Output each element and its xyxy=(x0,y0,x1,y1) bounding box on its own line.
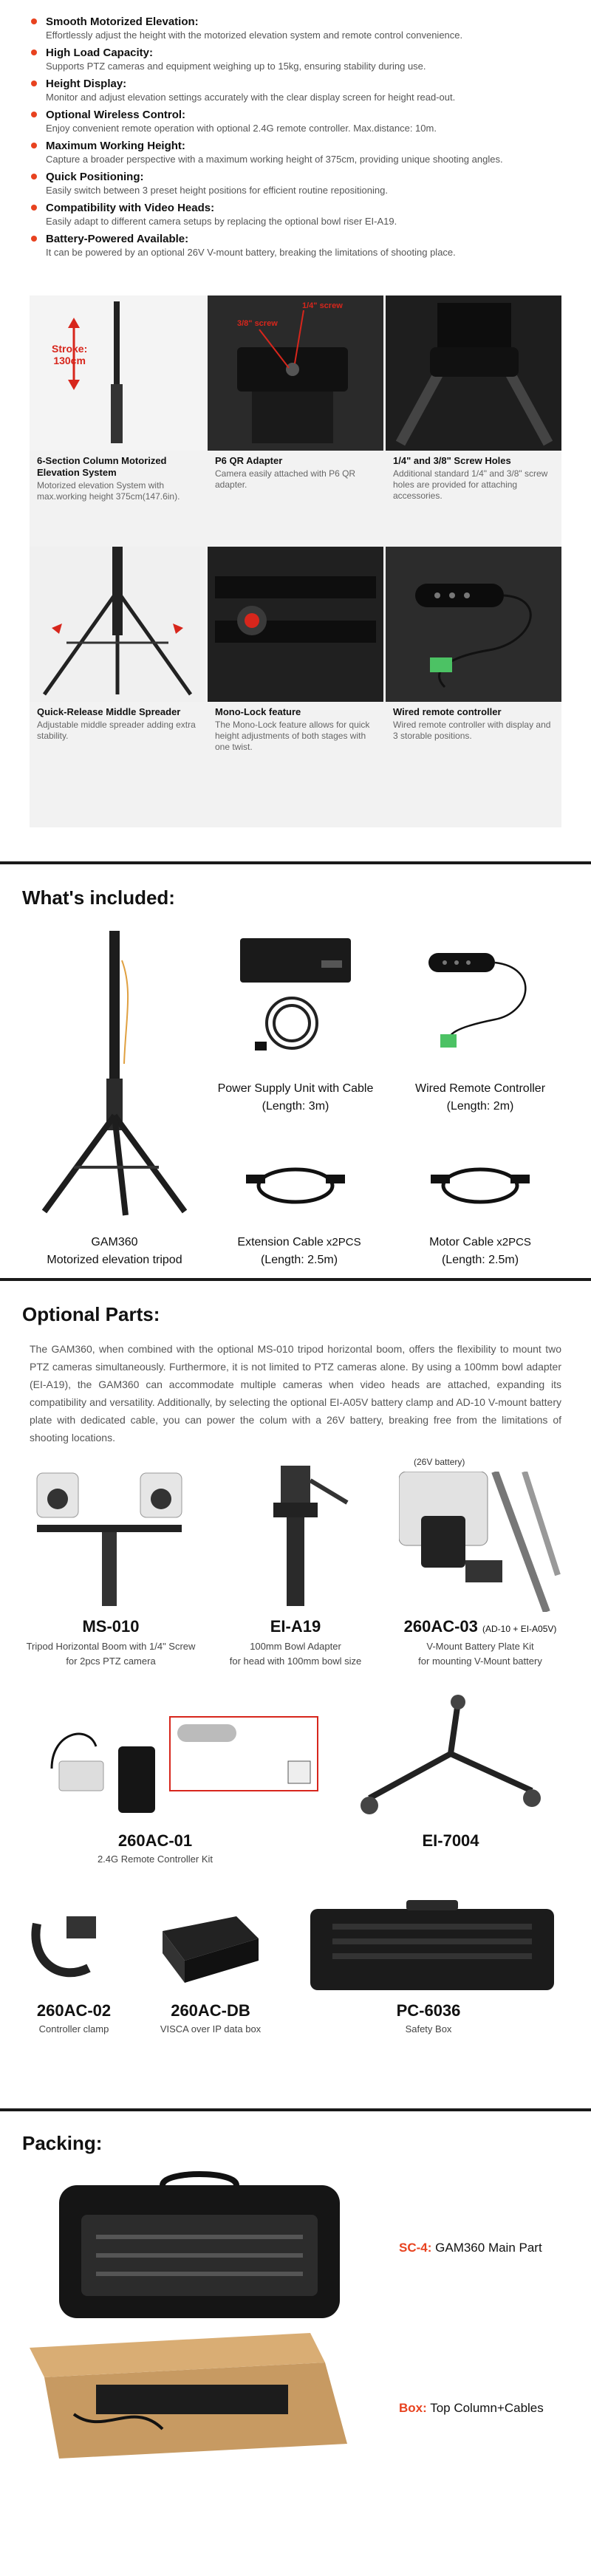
part-code: 260AC-DB xyxy=(171,2001,250,2020)
feature-item: Battery-Powered Available: It can be powered by an optional 26V V-mount battery, breaking the limitations of shooting place. xyxy=(0,232,591,259)
screw-holes-illustration xyxy=(386,295,561,451)
extension-cable-image xyxy=(240,1152,351,1219)
bullet-icon xyxy=(31,49,37,55)
three-eighths-screw-label: 3/8" screw xyxy=(237,319,278,328)
part-code: EI-7004 xyxy=(422,1831,479,1850)
wired-remote-image xyxy=(414,931,547,1056)
feature-item: Optional Wireless Control: Enjoy convenient remote operation with optional 2.4G remote controller. Max.distance: 10m. xyxy=(0,108,591,134)
part-desc: 100mm Bowl Adapter for head with 100mm bowl size xyxy=(229,1641,362,1667)
battery-note: (26V battery) xyxy=(414,1457,465,1467)
ac01-image xyxy=(44,1702,325,1820)
bullet-icon xyxy=(31,174,37,180)
feature-grid xyxy=(30,295,561,827)
quarter-screw-label: 1/4" screw xyxy=(302,301,343,310)
features-list xyxy=(0,0,591,295)
included-section xyxy=(0,864,591,1278)
card-desc: Motorized elevation System with max.working height 375cm(147.6in). xyxy=(37,480,180,502)
wired-remote-image xyxy=(386,547,561,702)
ms010-image xyxy=(30,1458,192,1606)
part-code: PC-6036 xyxy=(396,2001,461,2020)
qr-adapter-image xyxy=(208,295,383,451)
spreader-image xyxy=(30,547,205,702)
ac02-image xyxy=(22,1902,111,1990)
screw-holes-image xyxy=(386,295,561,451)
card-desc: The Mono-Lock feature allows for quick height adjustments of both stages with one twist. xyxy=(215,720,370,752)
packing-item: Box: Top Column+Cables xyxy=(399,2401,544,2415)
bullet-icon xyxy=(31,112,37,117)
bullet-icon xyxy=(31,205,37,211)
card-desc: Wired remote controller with display and 3 storable positions. xyxy=(393,720,551,741)
part-code: MS-010 xyxy=(82,1617,140,1636)
wired-remote-illustration xyxy=(386,547,561,702)
motor-cable-image xyxy=(425,1152,536,1219)
section-title: Packing: xyxy=(22,2132,103,2154)
bullet-icon xyxy=(31,18,37,24)
part-code: EI-A19 xyxy=(270,1617,321,1636)
part-code: 260AC-03 (AD-10 + EI-A05V) xyxy=(403,1617,557,1636)
ac03-image xyxy=(399,1472,561,1612)
included-item: Power Supply Unit with Cable (Length: 3m) xyxy=(217,1082,374,1113)
part-desc: V-Mount Battery Plate Kit for mounting V-Mount battery xyxy=(418,1641,542,1667)
carry-bag-image xyxy=(52,2170,347,2326)
mono-lock-illustration xyxy=(208,547,383,702)
part-desc: Safety Box xyxy=(405,2023,452,2035)
part-desc: Controller clamp xyxy=(38,2023,109,2035)
included-item: Extension Cable x2PCS (Length: 2.5m) xyxy=(237,1236,361,1266)
section-title: What's included: xyxy=(22,886,175,909)
feature-item: High Load Capacity: Supports PTZ cameras and equipment weighing up to 15kg, ensuring stability during use. xyxy=(0,46,591,72)
feature-item: Smooth Motorized Elevation: Effortlessly adjust the height with the motorized elevation system and remote control convenience. xyxy=(0,15,591,41)
qr-adapter-illustration xyxy=(208,295,383,451)
part-desc: VISCA over IP data box xyxy=(160,2023,262,2035)
stroke-label: Stroke: 130cm xyxy=(52,343,88,366)
card-title: Quick-Release Middle Spreader xyxy=(37,706,181,717)
section-title: Optional Parts: xyxy=(22,1303,160,1325)
card-title: 6-Section Column Motorized Elevation System xyxy=(37,455,167,478)
card-desc: Camera easily attached with P6 QR adapter. xyxy=(215,468,356,490)
column-illustration xyxy=(30,295,205,451)
included-item: Motor Cable x2PCS (Length: 2.5m) xyxy=(429,1236,531,1266)
feature-item: Height Display: Monitor and adjust elevation settings accurately with the clear display screen for height read-out. xyxy=(0,77,591,103)
card-title: Mono-Lock feature xyxy=(215,706,301,717)
included-item: GAM360 Motorized elevation tripod xyxy=(47,1236,182,1266)
bullet-icon xyxy=(31,236,37,242)
part-desc: 2.4G Remote Controller Kit xyxy=(97,1854,213,1865)
optional-paragraph: The GAM360, when combined with the optional MS-010 tripod horizontal boom, offers the flexibility to mount two PTZ cameras simultaneously. Furthermore, it is not limited to PTZ cameras alone. By using a 100mm bowl adapter (EI-A19), the GAM360 can accommodate multiple cameras when video heads are attached, expanding its compatibility and versatility. Additionally, by selecting the optional EI-A05V battery clamp and AD-10 V-mount battery plate with dedicated cable, you can power the colum with a 26V battery, breaking free from the limitations of shooting locations. xyxy=(30,1343,561,1444)
bullet-icon xyxy=(31,143,37,148)
card-title: P6 QR Adapter xyxy=(215,455,283,466)
ei7004-image xyxy=(355,1695,547,1828)
feature-item: Quick Positioning: Easily switch between 3 preset height positions for efficient routine repositioning. xyxy=(0,170,591,197)
bullet-icon xyxy=(31,81,37,86)
eia19-image xyxy=(236,1458,355,1606)
column-image xyxy=(30,295,205,451)
pc6036-image xyxy=(303,1894,561,1998)
packing-item: SC-4: GAM360 Main Part xyxy=(399,2241,542,2255)
part-code: 260AC-02 xyxy=(36,2001,112,2020)
part-code: 260AC-01 xyxy=(117,1831,193,1850)
power-supply-image xyxy=(233,931,358,1056)
card-desc: Additional standard 1/4" and 3/8" screw holes are provided for attaching accessories. xyxy=(393,468,548,501)
spreader-illustration xyxy=(30,547,205,702)
card-title: 1/4" and 3/8" Screw Holes xyxy=(393,455,511,466)
tripod-image xyxy=(30,931,199,1219)
card-desc: Adjustable middle spreader adding extra stability. xyxy=(37,720,196,741)
mono-lock-image xyxy=(208,547,383,702)
packing-box-image xyxy=(30,2333,355,2459)
included-item: Wired Remote Controller (Length: 2m) xyxy=(414,1082,546,1113)
card-title: Wired remote controller xyxy=(393,706,502,717)
optional-section xyxy=(0,1281,591,2108)
packing-section xyxy=(0,2111,591,2466)
feature-item: Maximum Working Height: Capture a broader perspective with a maximum working height of 375cm, providing unique shooting angles. xyxy=(0,139,591,165)
feature-item: Compatibility with Video Heads: Easily adapt to different camera setups by replacing the optional bowl riser EI-A19. xyxy=(0,201,591,228)
acdb-image xyxy=(155,1902,266,1990)
part-desc: Tripod Horizontal Boom with 1/4" Screw for 2pcs PTZ camera xyxy=(26,1641,196,1667)
